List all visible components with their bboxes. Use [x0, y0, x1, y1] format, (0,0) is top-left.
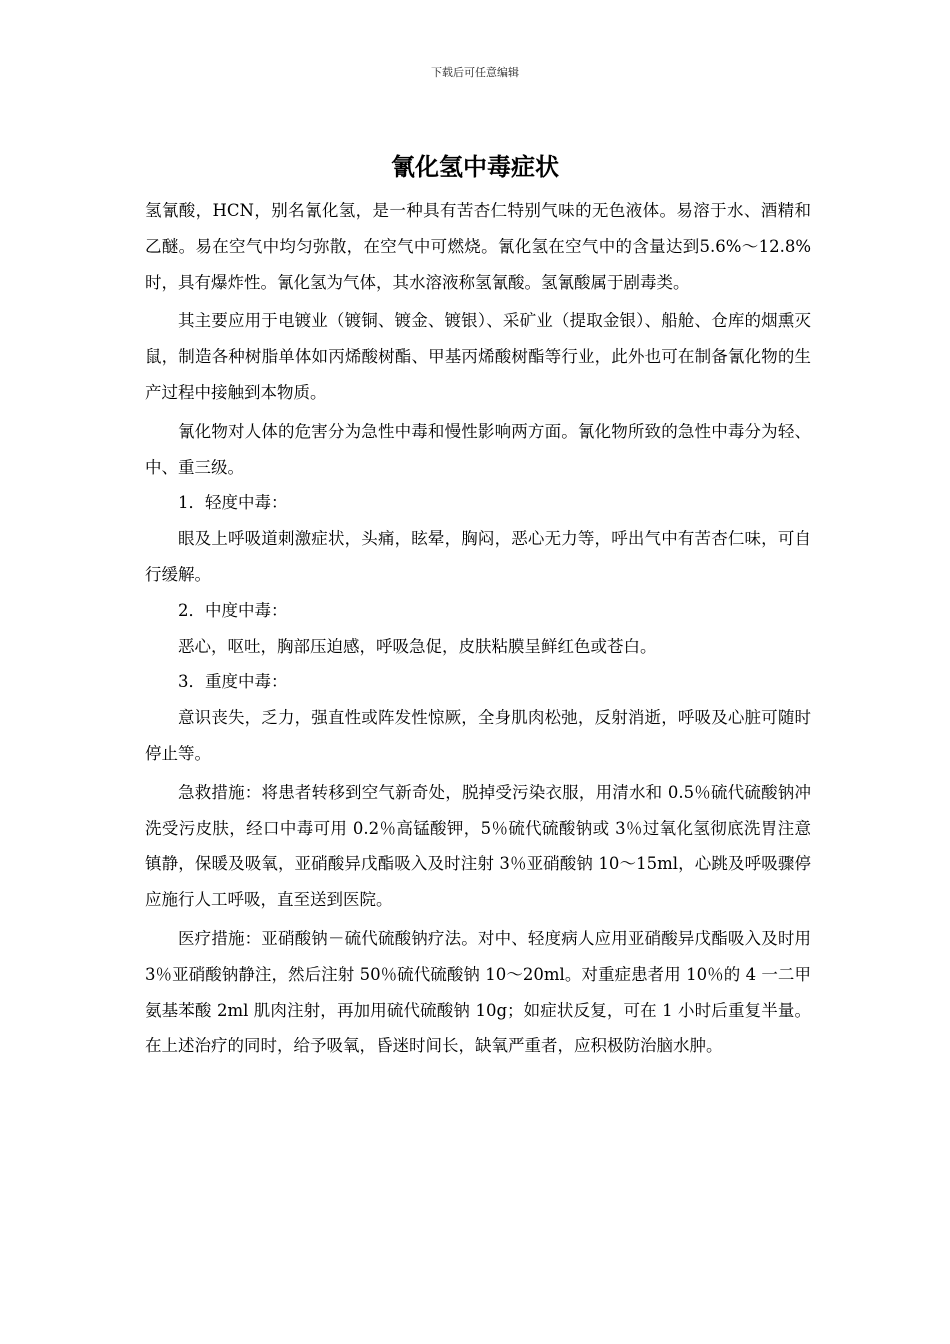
paragraph-mild-symptoms: 眼及上呼吸道刺激症状，头痛，眩晕，胸闷，恶心无力等，呼出气中有苦杏仁味，可自行缓解。: [145, 529, 811, 584]
paragraph-intro: 氢氰酸，HCN，别名氰化氢，是一种具有苦杏仁特别气味的无色液体。易溶于水、酒精和乙醚。易在空气中均匀弥散，在空气中可燃烧。氰化氢在空气中的含量达到5.6%～12.8%时，具有爆炸性。氰化氢为气体，其水溶液称氢氰酸。氢氰酸属于剧毒类。: [145, 201, 811, 292]
heading-moderate-poisoning: 2．中度中毒：: [178, 600, 288, 620]
page-header-note: 下载后可任意编辑: [431, 66, 519, 79]
document-body: [145, 193, 811, 1064]
paragraph-first-aid: 急救措施：将患者转移到空气新奇处，脱掉受污染衣服，用清水和 0.5％硫代硫酸钠冲洗受污皮肤，经口中毒可用 0.2％高锰酸钾，5％硫代硫酸钠或 3％过氧化氢彻底洗胃注意镇静，保暖及吸氧，亚硝酸异戊酯吸入及时注射 3％亚硝酸钠 10～15ml，心跳及呼吸骤停应施行人工呼吸，直至送到医院。: [145, 782, 811, 910]
paragraph-severe-symptoms: 意识丧失，乏力，强直性或阵发性惊厥，全身肌肉松弛，反射消逝，呼吸及心脏可随时停止等。: [145, 708, 811, 763]
paragraph-hazards: 氰化物对人体的危害分为急性中毒和慢性影响两方面。氰化物所致的急性中毒分为轻、中、重三级。: [145, 421, 811, 477]
paragraph-moderate-symptoms: 恶心，呕吐，胸部压迫感，呼吸急促，皮肤粘膜呈鲜红色或苍白。: [178, 636, 657, 656]
heading-mild-poisoning: 1．轻度中毒：: [178, 493, 288, 513]
document-title: 氰化氢中毒症状: [391, 153, 559, 181]
heading-severe-poisoning: 3．重度中毒：: [178, 672, 288, 692]
paragraph-medical-treatment: 医疗措施：亚硝酸钠－硫代硫酸钠疗法。对中、轻度病人应用亚硝酸异戊酯吸入及时用 3％亚硝酸钠静注，然后注射 50％硫代硫酸钠 10～20ml。对重症患者用 10％的 4 一二甲氨基苯酸 2ml 肌肉注射，再加用硫代硫酸钠 10g；如症状反复，可在 1 小时后重复半量。在上述治疗的同时，给予吸氧，昏迷时间长，缺氧严重者，应积极防治脑水肿。: [145, 928, 811, 1056]
paragraph-applications: 其主要应用于电镀业（镀铜、镀金、镀银）、采矿业（提取金银）、船舱、仓库的烟熏灭鼠，制造各种树脂单体如丙烯酸树酯、甲基丙烯酸树酯等行业，此外也可在制备氰化物的生产过程中接触到本物质。: [145, 311, 811, 402]
